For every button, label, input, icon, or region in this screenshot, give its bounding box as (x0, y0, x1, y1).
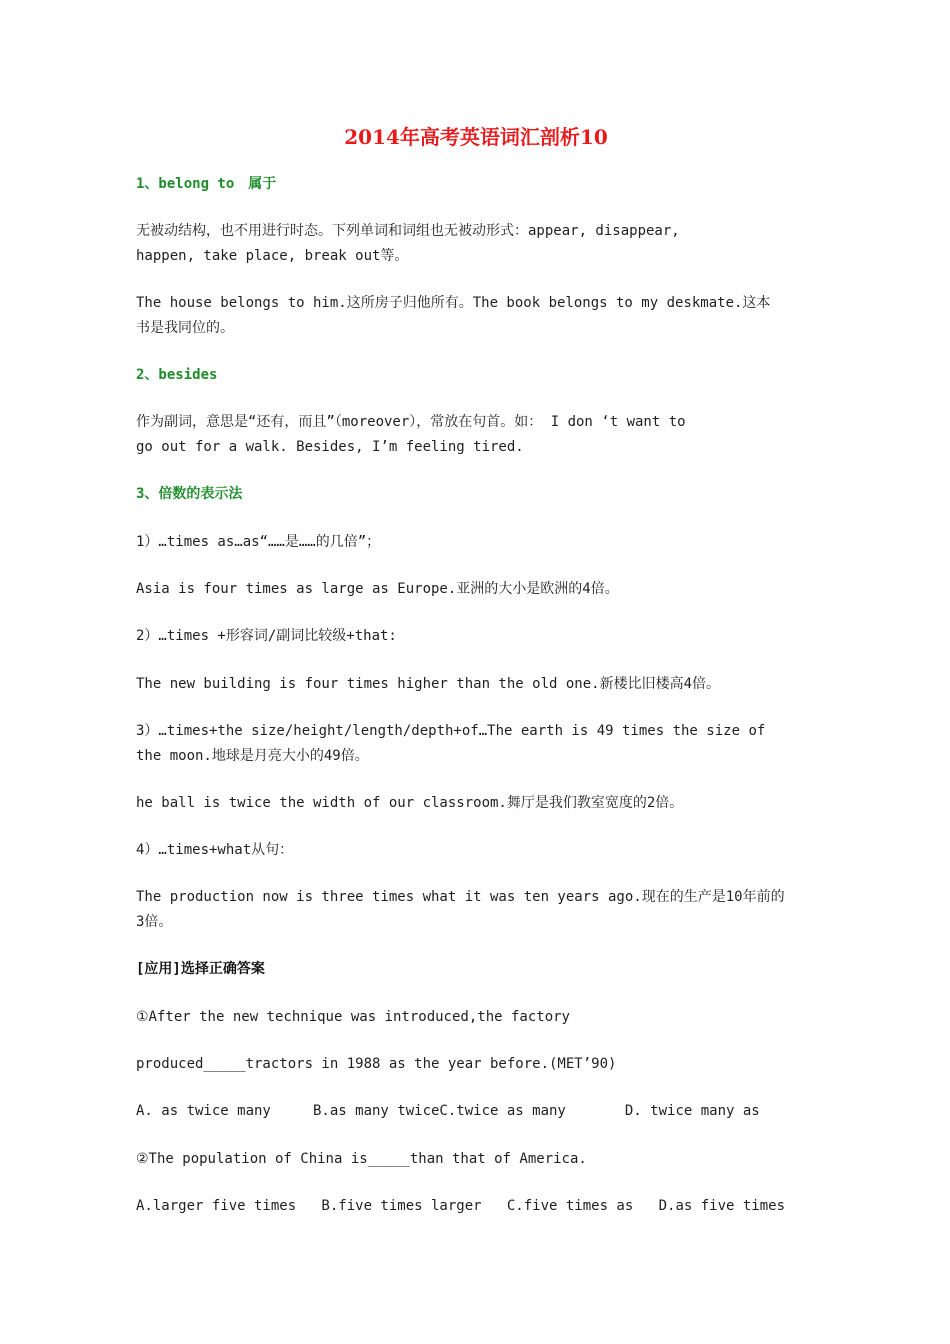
section-2-heading: 2、besides (136, 367, 218, 383)
question-2-stem: ②The population of China is_____than that of America. (136, 1151, 587, 1167)
section-3-line-6: the moon.地球是月亮大小的49倍。 (136, 748, 369, 764)
section-3-line-7: he ball is twice the width of our classroom.舞厅是我们教室宽度的2倍。 (136, 795, 684, 811)
section-1-line-1: 无被动结构，也不用进行时态。下列单词和词组也无被动形式：appear, disappear, (136, 223, 680, 239)
section-1-line-3: The house belongs to him.这所房子归他所有。The book belongs to my deskmate.这本 (136, 295, 771, 311)
section-3-line-9: The production now is three times what it was ten years ago.现在的生产是10年前的 (136, 889, 785, 905)
question-1-stem-continued: produced_____tractors in 1988 as the year before.(MET’90) (136, 1056, 617, 1072)
section-3-line-4: The new building is four times higher than the old one.新楼比旧楼高4倍。 (136, 676, 721, 692)
question-1-options: A. as twice many B.as many twiceC.twice as many D. twice many as (136, 1103, 760, 1119)
section-3-line-2: Asia is four times as large as Europe.亚洲的大小是欧洲的4倍。 (136, 581, 619, 597)
section-3-heading: 3、倍数的表示法 (136, 486, 243, 502)
section-2-line-1: 作为副词，意思是“还有，而且”（moreover），常放在句首。如： I don ‘t want to (136, 414, 686, 430)
section-3-line-8: 4）…times+what从句： (136, 842, 294, 858)
document-title: 2014年高考英语词汇剖析10 (344, 125, 608, 149)
section-3-line-1: 1）…times as…as“……是……的几倍”； (136, 534, 381, 550)
section-3-line-10: 3倍。 (136, 914, 173, 930)
question-2-options: A.larger five times B.five times larger C.five times as D.as five times (136, 1198, 786, 1214)
section-3-line-5: 3）…times+the size/height/length/depth+of…The earth is 49 times the size of (136, 723, 766, 739)
section-3-line-3: 2）…times +形容词/副词比较级+that: (136, 628, 397, 644)
practice-heading: [应用]选择正确答案 (136, 961, 265, 977)
question-1-stem: ①After the new technique was introduced,the factory (136, 1009, 570, 1025)
section-1-line-4: 书是我同位的。 (136, 320, 234, 336)
section-1-line-2: happen, take place, break out等。 (136, 248, 409, 264)
section-1-heading: 1、belong to 属于 (136, 176, 277, 192)
section-2-line-2: go out for a walk. Besides, I’m feeling tired. (136, 439, 524, 455)
